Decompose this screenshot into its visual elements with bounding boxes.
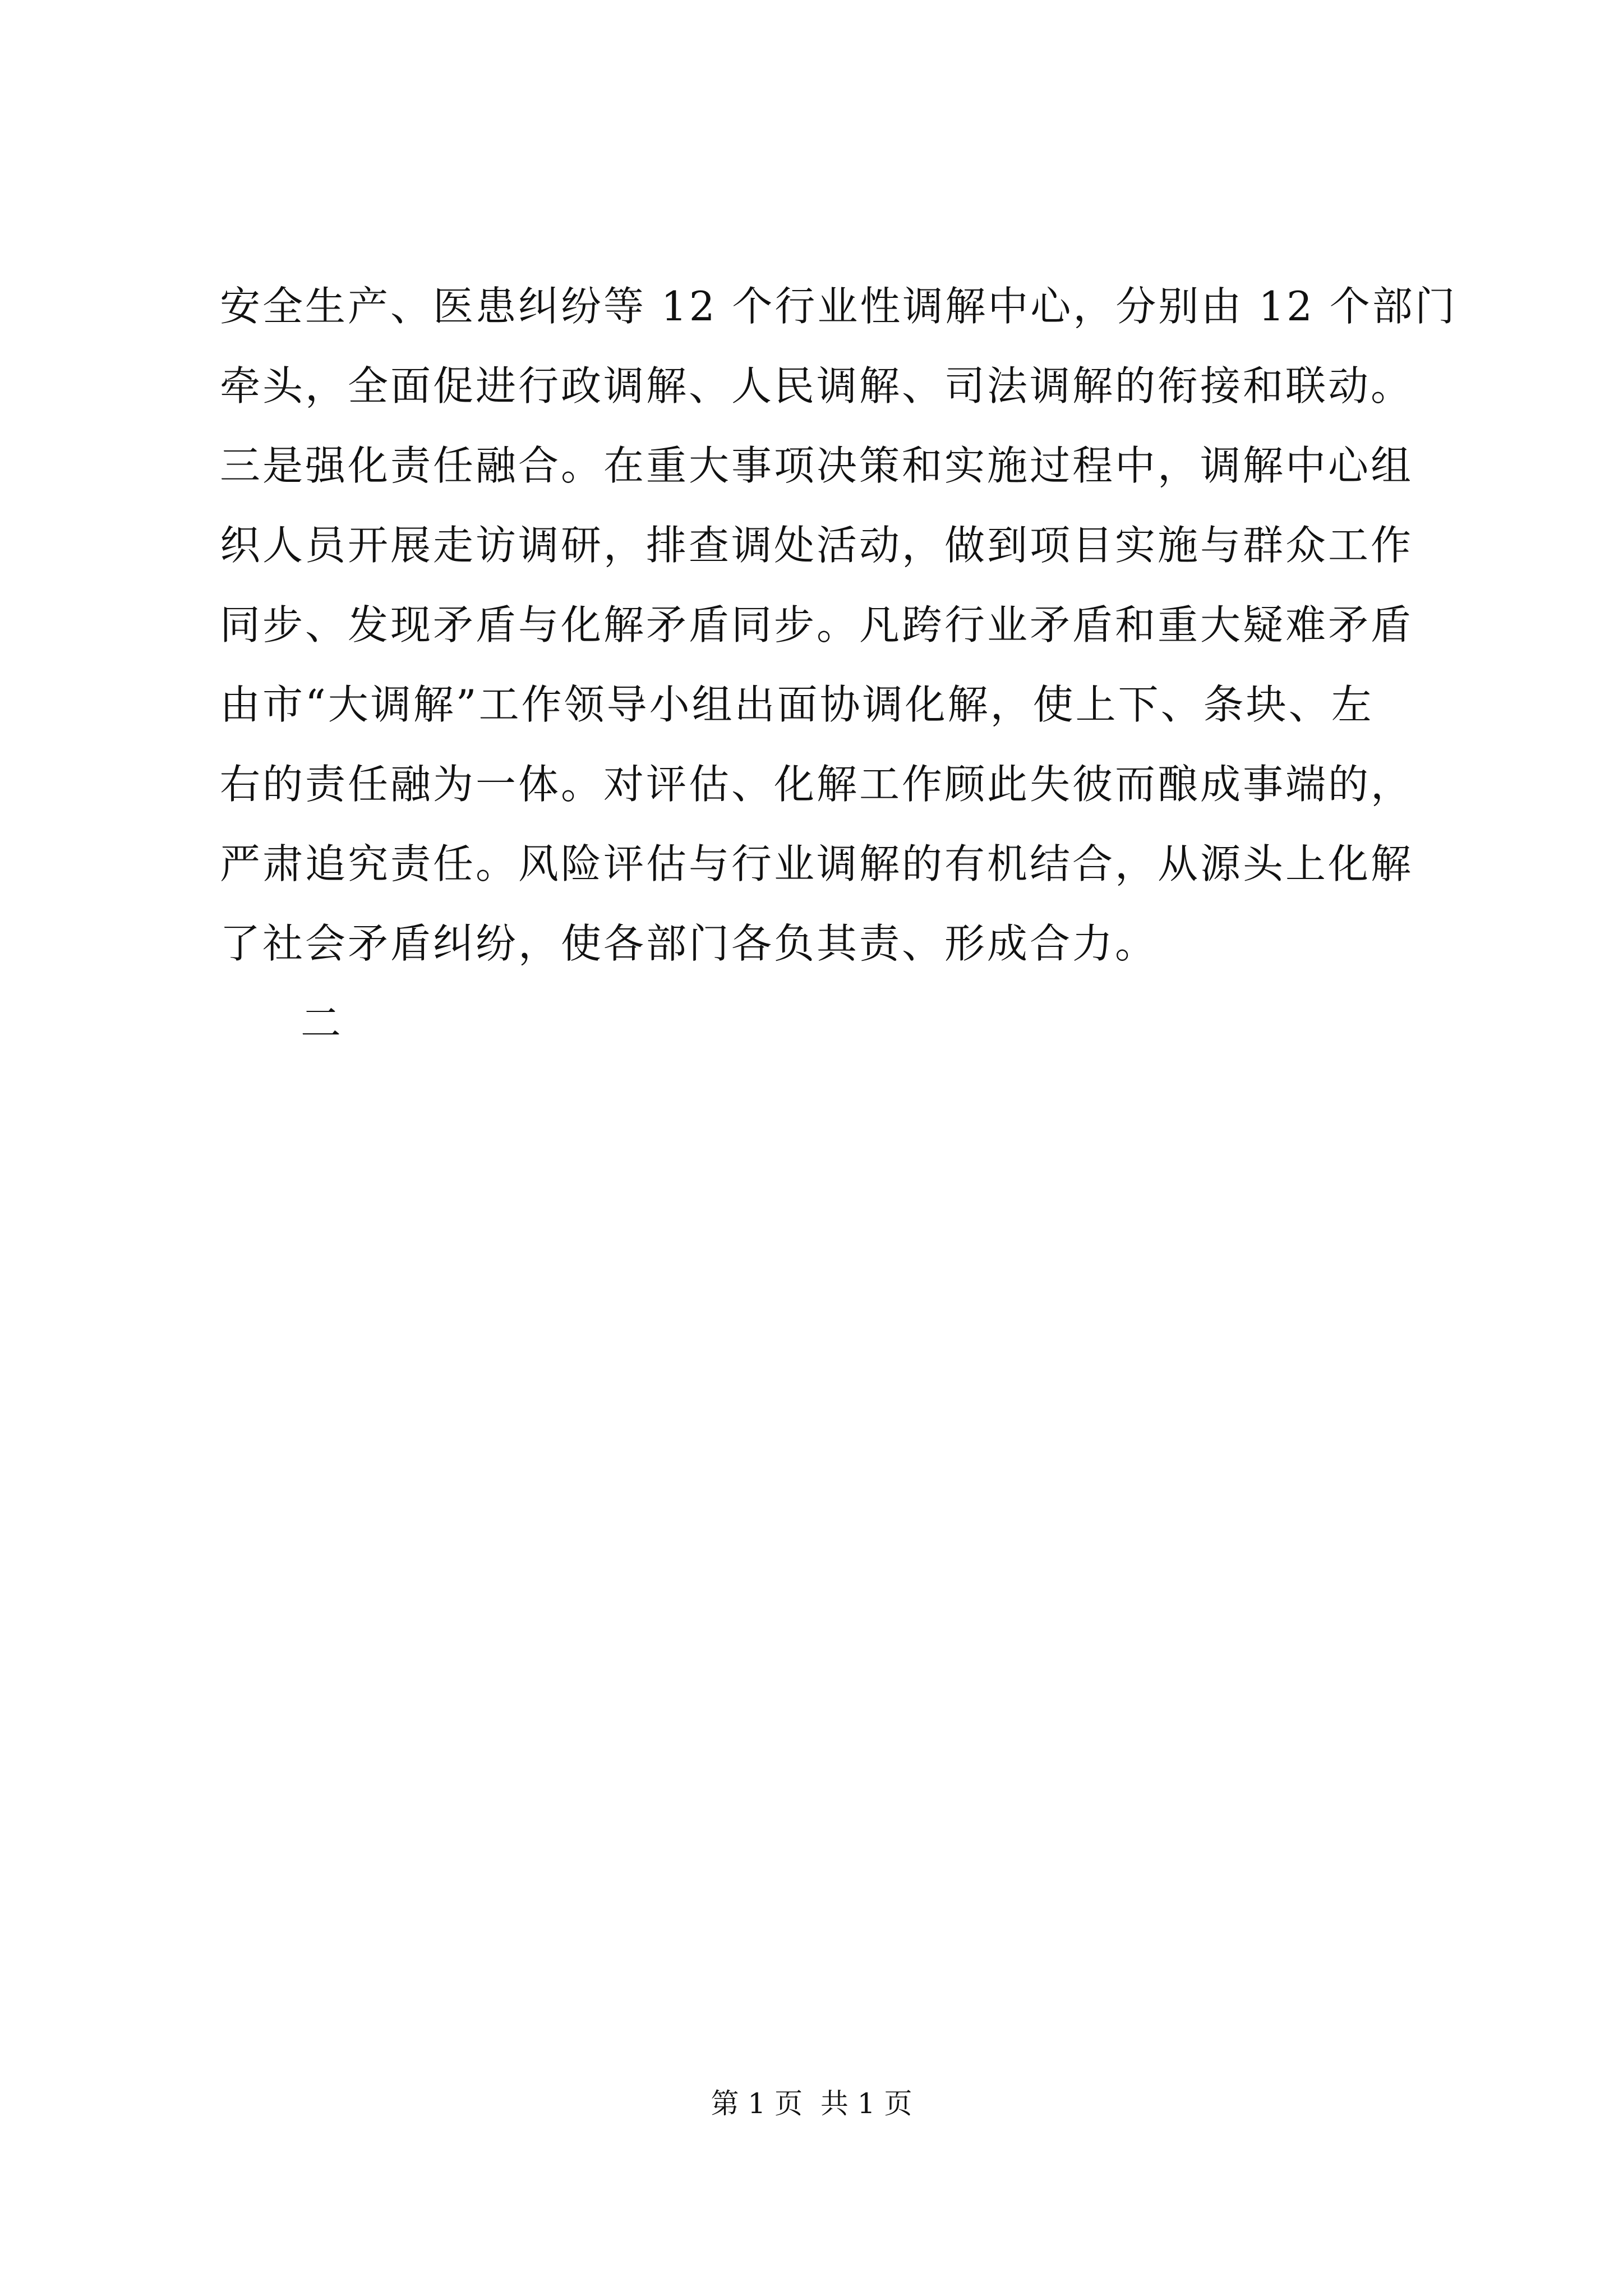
text-line: 三是强化责任融合。在重大事项决策和实施过程中，调解中心组 [220,442,1414,489]
text-line: 严肃追究责任。风险评估与行业调解的有机结合，从源头上化解 [220,840,1414,887]
text-line: 安全生产、医患纠纷等 12 个行业性调解中心，分别由 12 个部门 [220,283,1458,330]
section-marker: 二 [301,1000,344,1047]
text-line: 右的责任融为一体。对评估、化解工作顾此失彼而酿成事端的， [220,761,1414,808]
text-line: 牵头，全面促进行政调解、人民调解、司法调解的衔接和联动。 [220,362,1414,409]
text-line: 了社会矛盾纠纷，使各部门各负其责、形成合力。 [220,920,1158,967]
text-line: 由市“大调解”工作领导小组出面协调化解，使上下、条块、左 [220,681,1374,728]
text-line: 同步、发现矛盾与化解矛盾同步。凡跨行业矛盾和重大疑难矛盾 [220,601,1414,648]
page-footer: 第 1 页 共 1 页 [711,2087,912,2120]
body-text [220,266,1458,1063]
text-line: 织人员开展走访调研，排查调处活动，做到项目实施与群众工作 [220,522,1414,569]
